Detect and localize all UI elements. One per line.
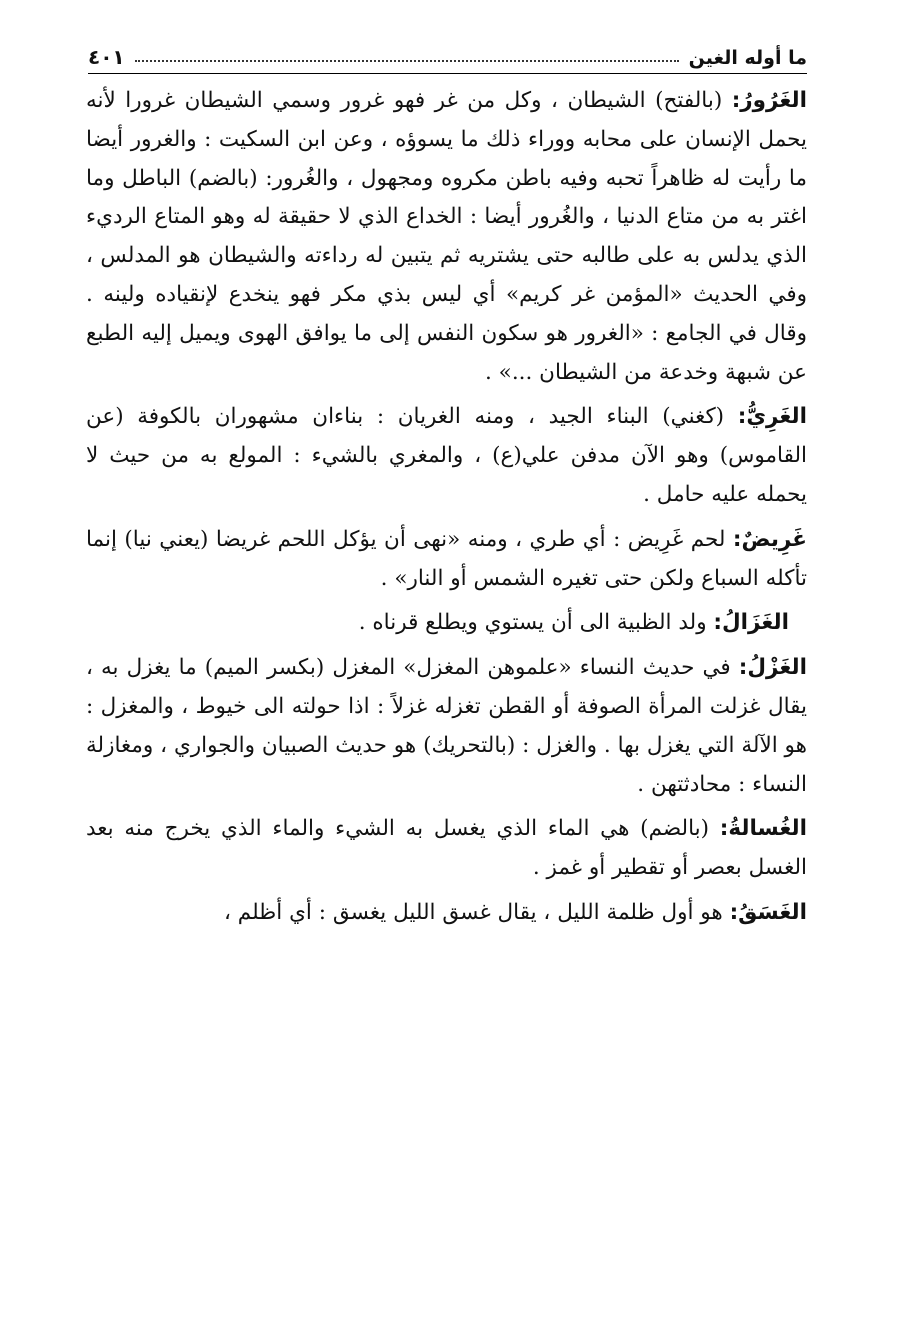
entry-term: الغَزَالُ:: [713, 610, 789, 636]
entry-text: (كغني) البناء الجيد ، ومنه الغريان : بناءان مشهوران بالكوفة (عن القاموس) وهو الآن مدفن علي(ع) ، والمغري بالشيء : المولع به من حيث لا يحمله عليه حامل .: [86, 404, 807, 507]
entry-ghazal: [86, 604, 807, 643]
entry-term: غَرِيضٌ:: [732, 526, 807, 552]
entry-text: في حديث النساء «علموهن المغزل» المغزل (بكسر الميم) ما يغزل به ، يقال غزلت المرأة الصوفة أو القطن تغزله غزلاً : اذا حولته الى خيوط ، والمغزل : هو الآلة التي يغزل بها . والغزل : (بالتحريك) هو حديث الصبيان والجواري ، ومغازلة النساء : محادثتهن .: [86, 655, 808, 797]
entry-term: الغُسالةُ:: [719, 816, 807, 842]
entry-ghurur: [86, 82, 807, 392]
page-header: [88, 34, 807, 74]
entry-ghasaq: [86, 894, 807, 933]
entry-ghazl: [86, 649, 807, 804]
entry-text: ولد الظبية الى أن يستوي ويطلع قرناه .: [358, 610, 714, 636]
running-title: ما أوله الغين: [688, 47, 807, 69]
page-number: ٤٠١: [88, 45, 125, 69]
entry-ghari: [86, 398, 807, 514]
entry-term: الغَرِيُّ:: [737, 404, 807, 430]
entry-term: الغَزْلُ:: [738, 655, 807, 681]
entry-text: هو أول ظلمة الليل ، يقال غسق الليل يغسق : أي أظلم ،: [223, 899, 730, 925]
entry-term: الغَرُورُ:: [731, 88, 807, 113]
entry-text: لحم غَرِيض : أي طري ، ومنه «نهى أن يؤكل اللحم غريضا (يعني نيا) إنما تأكله السباع ولكن حتى تغيره الشمس أو النار» .: [86, 526, 807, 591]
page-body: [86, 82, 807, 939]
entry-term: الغَسَقُ:: [729, 899, 807, 925]
entry-text: (بالضم) هي الماء الذي يغسل به الشيء والماء الذي يخرج منه بعد الغسل بعصر أو تقطير أو غمز .: [86, 816, 807, 881]
leader-dots: [135, 60, 679, 62]
entry-text: (بالفتح) الشيطان ، وكل من غر فهو غرور وسمي الشيطان غرورا لأنه يحمل الإنسان على محابه ووراء ذلك ما يسوؤه ، وعن ابن السكيت : والغرور أيضا ما رأيت له ظاهراً تحبه وفيه باطن مكروه ومجهول ، والغُرور: (بالضم) الباطل وما اغتر به من متاع الدنيا ، والغُرور أيضا : الخداع الذي لا حقيقة له وهو المتاع الرديء الذي يدلس به على طالبه حتى يشتريه ثم يتبين له رداءته والشيطان هو المدلس ، وفي الحديث «المؤمن غر كريم» أي ليس بذي مكر فهو ينخدع لإنقياده ولينه . وقال في الجامع : «الغرور هو سكون النفس إلى ما يوافق الهوى ويميل إليه الطبع عن شبهة وخدعة من الشيطان ...» .: [86, 88, 807, 385]
entry-gharid: [86, 521, 807, 599]
entry-ghusala: [86, 810, 807, 888]
